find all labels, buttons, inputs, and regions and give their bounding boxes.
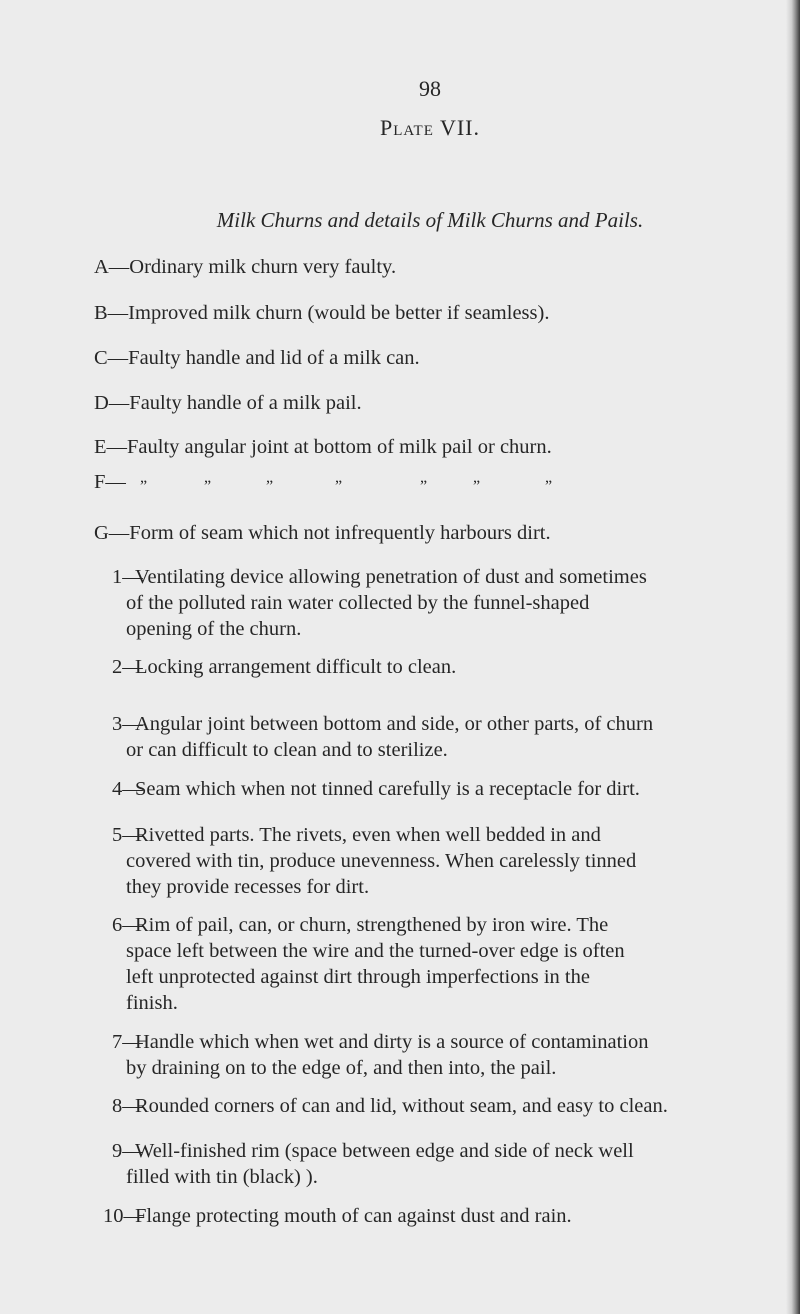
- item-line: or can difficult to clean and to sterilize.: [126, 739, 448, 761]
- ditto-mark: ”: [335, 478, 343, 495]
- item-number: 1—: [112, 566, 143, 588]
- item-line: Flange protecting mouth of can against dust and rain.: [135, 1205, 572, 1227]
- item-number: 8—: [112, 1095, 143, 1117]
- item-line: Rim of pail, can, or churn, strengthened by iron wire. The: [135, 914, 609, 936]
- item-line: left unprotected against dirt through imperfections in the: [126, 966, 590, 988]
- entry-c: C—Faulty handle and lid of a milk can.: [94, 347, 420, 369]
- item-number: 4—: [112, 778, 143, 800]
- item-number: 7—: [112, 1031, 143, 1053]
- subtitle: Milk Churns and details of Milk Churns and Pails.: [216, 208, 644, 232]
- item-line: they provide recesses for dirt.: [126, 876, 370, 898]
- item-line: finish.: [126, 992, 178, 1014]
- item-line: Seam which when not tinned carefully is a receptacle for dirt.: [135, 778, 640, 800]
- ditto-mark: ”: [545, 478, 553, 495]
- ditto-mark: ”: [473, 478, 481, 495]
- item-number: 6—: [112, 914, 143, 936]
- item-line: Handle which when wet and dirty is a source of contamination: [135, 1031, 649, 1053]
- page-number: 98: [419, 76, 441, 101]
- ditto-mark: ”: [420, 478, 428, 495]
- plate-title: Plate VII.: [379, 115, 481, 140]
- item-line: opening of the churn.: [126, 618, 302, 640]
- entry-g: G—Form of seam which not infrequently harbours dirt.: [94, 522, 551, 544]
- page-edge-shadow: [786, 0, 800, 1314]
- ditto-mark: ”: [204, 478, 212, 495]
- item-number: 3—: [112, 713, 143, 735]
- item-number: 2—: [112, 656, 143, 678]
- item-line: space left between the wire and the turned-over edge is often: [126, 940, 625, 962]
- entry-b: B—Improved milk churn (would be better if seamless).: [94, 302, 550, 324]
- item-line: Rivetted parts. The rivets, even when well bedded in and: [135, 824, 601, 846]
- item-line: Ventilating device allowing penetration of dust and sometimes: [135, 566, 647, 588]
- item-line: of the polluted rain water collected by the funnel-shaped: [126, 592, 590, 614]
- entry-a: A—Ordinary milk churn very faulty.: [94, 256, 397, 278]
- item-line: Well-finished rim (space between edge and side of neck well: [135, 1140, 634, 1162]
- ditto-marks-row: [0, 478, 800, 508]
- item-line: by draining on to the edge of, and then into, the pail.: [126, 1057, 557, 1079]
- item-number: 9—: [112, 1140, 143, 1162]
- item-line: Angular joint between bottom and side, or other parts, of churn: [135, 713, 654, 735]
- entry-d: D—Faulty handle of a milk pail.: [94, 392, 362, 414]
- item-number: 10—: [103, 1205, 144, 1227]
- item-line: filled with tin (black) ).: [126, 1166, 318, 1188]
- entry-e: E—Faulty angular joint at bottom of milk pail or churn.: [94, 436, 552, 458]
- item-number: 5—: [112, 824, 143, 846]
- item-line: Locking arrangement difficult to clean.: [135, 656, 457, 678]
- ditto-mark: ”: [266, 478, 274, 495]
- item-line: Rounded corners of can and lid, without seam, and easy to clean.: [135, 1095, 668, 1117]
- item-line: covered with tin, produce unevenness. When carelessly tinned: [126, 850, 637, 872]
- ditto-mark: ”: [140, 478, 148, 495]
- entry-f: F—: [94, 471, 126, 493]
